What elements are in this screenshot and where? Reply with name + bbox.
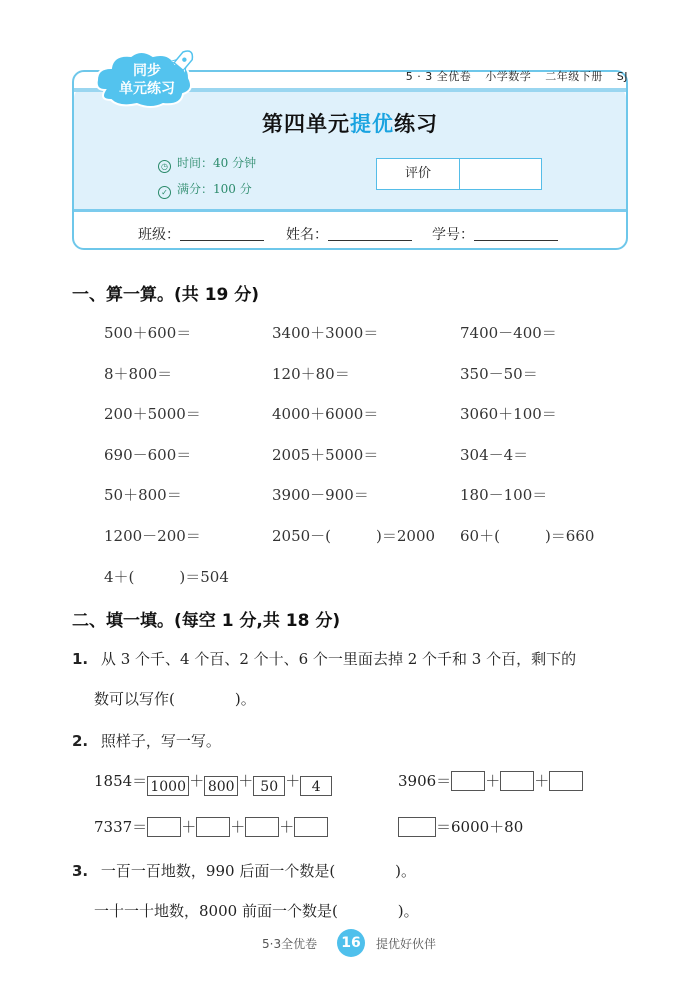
footer-right: 提优好伙伴: [376, 937, 437, 951]
calc-r4c1: 690－600＝: [104, 446, 192, 464]
name-blank[interactable]: [328, 240, 412, 241]
calc-r5c2: 3900－900＝: [272, 486, 369, 504]
q2-exercise-3906: [398, 770, 583, 791]
class-label: 班级：: [138, 227, 180, 243]
page-title: [74, 108, 626, 138]
q1-line1: 从 3 个千、4 个百、2 个十、6 个一里面去掉 2 个千和 3 个百，剩下的: [100, 650, 577, 668]
series-brand: 5 · 3 全优卷: [405, 70, 472, 83]
rating-box: [376, 158, 542, 190]
footer-left: 5·3全优卷: [262, 937, 318, 951]
answer-box[interactable]: [500, 771, 534, 791]
q3-line2: 一十一十地数，8000 前面一个数是( )。: [94, 902, 419, 920]
calc-r3c3: 3060＋100＝: [460, 405, 557, 423]
score-info: [158, 180, 252, 199]
calc-r4c2: 2005＋5000＝: [272, 446, 379, 464]
name-label: 姓名：: [286, 227, 328, 243]
clock-icon: ◷: [158, 160, 171, 173]
example-box-1: 1000: [147, 776, 189, 796]
plus-sign: ＋: [534, 772, 550, 790]
calc-r5c3: 180－100＝: [460, 486, 548, 504]
question-2: [72, 730, 221, 751]
question-3: [72, 860, 416, 881]
time-label: 时间：40 分钟: [177, 156, 257, 170]
q2-ex3-left: 7337＝: [94, 818, 148, 836]
q2-text: 照样子，写一写。: [100, 732, 221, 750]
plus-sign: ＋: [230, 818, 246, 836]
class-field: [138, 224, 264, 244]
id-blank[interactable]: [474, 240, 558, 241]
section2-heading: 二、填一填。(每空 1 分,共 18 分): [72, 611, 341, 631]
plus-sign: ＋: [485, 772, 501, 790]
calc-r3c2: 4000＋6000＝: [272, 405, 379, 423]
calc-r2c3: 350－50＝: [460, 365, 538, 383]
calc-r2c2: 120＋80＝: [272, 365, 350, 383]
q3-line1: 一百一百地数，990 后面一个数是( )。: [100, 862, 417, 880]
check-icon: ✓: [158, 186, 171, 199]
calc-r7c1: 4＋( )＝504: [104, 568, 229, 586]
series-info: [396, 68, 628, 84]
name-field: [286, 224, 412, 244]
plus-sign: ＋: [189, 772, 205, 790]
question-1: [72, 648, 576, 669]
q2-exercise-6080: [398, 816, 523, 837]
answer-box[interactable]: [451, 771, 485, 791]
q2-ex2-left: 3906＝: [398, 772, 452, 790]
calc-r6c1: 1200－200＝: [104, 527, 201, 545]
id-field: [432, 224, 558, 244]
q1-number: 1.: [72, 650, 89, 668]
calc-r2c1: 8＋800＝: [104, 365, 173, 383]
plus-sign: ＋: [181, 818, 197, 836]
time-info: [158, 154, 256, 173]
q2-exercise-7337: [94, 816, 328, 837]
header-divider: [74, 209, 626, 212]
example-box-2: 800: [204, 776, 238, 796]
answer-box[interactable]: [549, 771, 583, 791]
q2-example: [94, 770, 332, 796]
q1-line2: 数可以写作( )。: [94, 690, 256, 708]
answer-box[interactable]: [196, 817, 230, 837]
example-box-3: 50: [253, 776, 285, 796]
q2-ex4-right: ＝6000＋80: [436, 818, 524, 836]
section1-heading: 一、算一算。(共 19 分): [72, 285, 260, 305]
badge-line2: 单元练习: [119, 81, 175, 97]
calc-r6c2: 2050－( )＝2000: [272, 527, 436, 545]
calc-r1c2: 3400＋3000＝: [272, 324, 379, 342]
score-label: 满分：100 分: [177, 182, 252, 196]
q2-number: 2.: [72, 732, 89, 750]
calc-r1c3: 7400－400＝: [460, 324, 557, 342]
title-part3: 练习: [394, 112, 438, 136]
calc-r4c3: 304－4＝: [460, 446, 529, 464]
title-highlight: 提优: [350, 112, 394, 136]
series-grade: 二年级下册: [545, 70, 603, 83]
title-part1: 第四单元: [262, 112, 350, 136]
class-blank[interactable]: [180, 240, 264, 241]
rating-label: 评价: [377, 159, 460, 189]
id-label: 学号：: [432, 227, 474, 243]
calc-r3c1: 200＋5000＝: [104, 405, 201, 423]
page-number: 16: [337, 929, 365, 957]
series-edition: SJ: [616, 70, 628, 83]
answer-box[interactable]: [147, 817, 181, 837]
series-subject: 小学数学: [485, 70, 532, 83]
answer-box[interactable]: [245, 817, 279, 837]
answer-box[interactable]: [398, 817, 436, 837]
q3-number: 3.: [72, 862, 89, 880]
plus-sign: ＋: [279, 818, 295, 836]
example-box-4: 4: [300, 776, 332, 796]
badge-line1: 同步: [133, 63, 161, 79]
answer-box[interactable]: [294, 817, 328, 837]
calc-r1c1: 500＋600＝: [104, 324, 192, 342]
calc-r5c1: 50＋800＝: [104, 486, 182, 504]
plus-sign: ＋: [285, 772, 301, 790]
calc-r6c3: 60＋( )＝660: [460, 527, 595, 545]
plus-sign: ＋: [238, 772, 254, 790]
q2-example-left: 1854＝: [94, 772, 148, 790]
unit-badge: [95, 48, 205, 108]
